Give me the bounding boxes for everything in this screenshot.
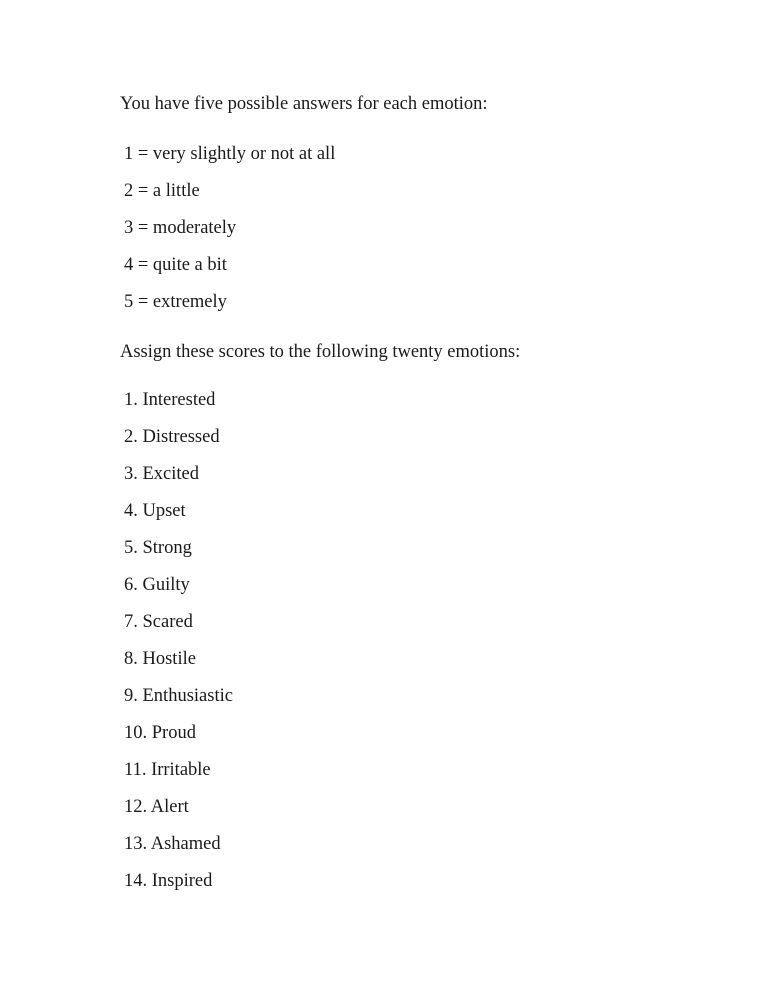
- scale-item: 5 = extremely: [124, 292, 227, 312]
- assign-paragraph: Assign these scores to the following twenty emotions:: [120, 342, 521, 362]
- emotion-item: 13. Ashamed: [124, 834, 221, 854]
- emotion-item: 9. Enthusiastic: [124, 686, 233, 706]
- emotion-item: 6. Guilty: [124, 575, 190, 595]
- emotion-item: 2. Distressed: [124, 427, 220, 447]
- emotion-item: 10. Proud: [124, 723, 196, 743]
- emotion-item: 8. Hostile: [124, 649, 196, 669]
- emotion-item: 1. Interested: [124, 390, 216, 410]
- scale-item: 1 = very slightly or not at all: [124, 144, 336, 164]
- emotion-item: 7. Scared: [124, 612, 193, 632]
- emotion-item: 3. Excited: [124, 464, 200, 484]
- emotion-item: 12. Alert: [124, 797, 189, 817]
- scale-item: 4 = quite a bit: [124, 255, 227, 275]
- emotion-item: 14. Inspired: [124, 871, 213, 891]
- intro-paragraph: You have five possible answers for each emotion:: [120, 94, 488, 114]
- scale-item: 2 = a little: [124, 181, 200, 201]
- emotion-item: 11. Irritable: [124, 760, 211, 780]
- emotion-item: 4. Upset: [124, 501, 186, 521]
- emotion-item: 5. Strong: [124, 538, 192, 558]
- scale-item: 3 = moderately: [124, 218, 237, 238]
